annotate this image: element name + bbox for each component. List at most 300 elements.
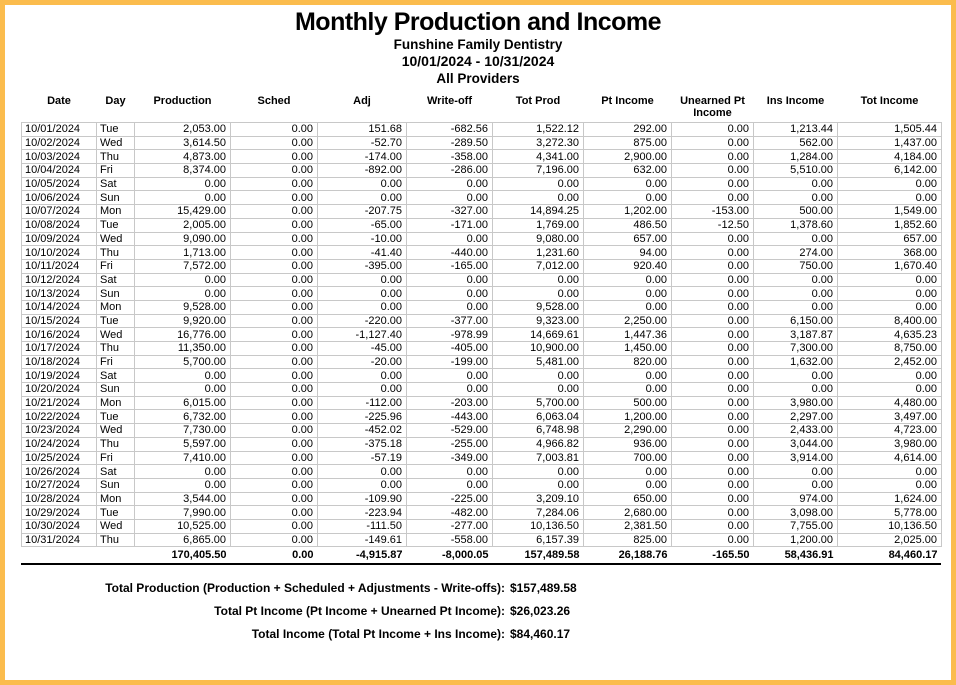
cell: 0.00 [672,287,754,301]
totals-cell: 170,405.50 [171,549,227,562]
cell: 2,250.00 [584,314,672,328]
cell: -558.00 [407,533,493,547]
cell: 0.00 [493,177,584,191]
cell: 0.00 [493,465,584,479]
cell: 1,549.00 [838,205,942,219]
cell: 3,044.00 [754,437,838,451]
column-header-production: Production [153,95,212,107]
cell: 8,750.00 [838,342,942,356]
cell: Mon [97,300,135,314]
cell: 0.00 [672,191,754,205]
table-row [22,355,942,369]
cell: 10/12/2024 [22,273,97,287]
cell: -149.61 [318,533,407,547]
cell: 10/18/2024 [22,355,97,369]
cell: Thu [97,437,135,451]
column-header-tot-income: Tot Income [860,95,919,107]
cell: Wed [97,232,135,246]
cell: -207.75 [318,205,407,219]
column-header-day: Day [105,95,126,107]
cell: 0.00 [135,191,231,205]
cell: Tue [97,506,135,520]
cell: 0.00 [231,451,318,465]
cell: -112.00 [318,396,407,410]
cell: 10/29/2024 [22,506,97,520]
cell: 2,297.00 [754,410,838,424]
cell: 0.00 [231,123,318,137]
cell: 0.00 [672,246,754,260]
table-row [22,451,942,465]
cell: Thu [97,150,135,164]
cell: 10/19/2024 [22,369,97,383]
providers-label: All Providers [436,71,520,86]
cell: Sat [97,369,135,383]
cell: 0.00 [231,355,318,369]
cell: 10/06/2024 [22,191,97,205]
cell: Wed [97,519,135,533]
cell: 7,003.81 [493,451,584,465]
practice-name: Funshine Family Dentistry [393,37,563,52]
cell: -12.50 [672,218,754,232]
cell: 4,873.00 [135,150,231,164]
cell: 1,378.60 [754,218,838,232]
totals-row [22,547,942,563]
totals-cell: -165.50 [712,549,750,562]
cell: 10/31/2024 [22,533,97,547]
cell: 10/05/2024 [22,177,97,191]
cell: -171.00 [407,218,493,232]
table-row [22,123,942,137]
cell: 0.00 [672,451,754,465]
column-header-pt-income: Pt Income [601,95,654,107]
cell: 10/16/2024 [22,328,97,342]
table-row [22,164,942,178]
cell: -57.19 [318,451,407,465]
cell: 3,914.00 [754,451,838,465]
cell: 0.00 [231,342,318,356]
cell: 0.00 [407,191,493,205]
cell: -349.00 [407,451,493,465]
cell: 0.00 [493,383,584,397]
cell: 0.00 [407,369,493,383]
cell: -225.00 [407,492,493,506]
cell: 632.00 [584,164,672,178]
cell: 0.00 [754,369,838,383]
table-row [22,246,942,260]
cell: 0.00 [407,273,493,287]
cell: 0.00 [135,478,231,492]
table-row [22,300,942,314]
cell: 9,080.00 [493,232,584,246]
cell: Sun [97,383,135,397]
cell: -452.02 [318,424,407,438]
cell: 10,900.00 [493,342,584,356]
table-row [22,259,942,273]
summary-section [5,580,951,642]
cell: 0.00 [584,478,672,492]
cell: 0.00 [754,232,838,246]
cell: 10/14/2024 [22,300,97,314]
cell: 1,437.00 [838,136,942,150]
cell: 0.00 [672,355,754,369]
cell: 0.00 [672,424,754,438]
cell: 0.00 [838,478,942,492]
cell: 825.00 [584,533,672,547]
cell: 0.00 [231,150,318,164]
cell: 0.00 [838,465,942,479]
cell: -10.00 [318,232,407,246]
cell: 1,713.00 [135,246,231,260]
cell: 10/27/2024 [22,478,97,492]
cell: 0.00 [754,191,838,205]
cell: 5,700.00 [493,396,584,410]
cell: 2,433.00 [754,424,838,438]
table-row [22,342,942,356]
cell: 151.68 [318,123,407,137]
cell: 1,231.60 [493,246,584,260]
cell: 0.00 [672,164,754,178]
cell: 6,015.00 [135,396,231,410]
cell: 10/28/2024 [22,492,97,506]
cell: 1,632.00 [754,355,838,369]
cell: -978.99 [407,328,493,342]
table-row [22,218,942,232]
cell: 0.00 [754,287,838,301]
totals-cell: 26,188.76 [618,549,668,562]
cell: 650.00 [584,492,672,506]
cell: 6,865.00 [135,533,231,547]
cell: 657.00 [584,232,672,246]
cell: 6,732.00 [135,410,231,424]
cell: 700.00 [584,451,672,465]
cell: 9,323.00 [493,314,584,328]
cell: 0.00 [754,383,838,397]
cell: 0.00 [672,177,754,191]
cell: 0.00 [231,218,318,232]
cell: 3,980.00 [754,396,838,410]
cell: 0.00 [493,369,584,383]
cell: 7,730.00 [135,424,231,438]
cell: -255.00 [407,437,493,451]
cell: 0.00 [318,383,407,397]
cell: 0.00 [231,383,318,397]
cell: 0.00 [672,259,754,273]
table-row [22,519,942,533]
cell: 0.00 [672,506,754,520]
cell: 0.00 [318,273,407,287]
cell: 0.00 [672,492,754,506]
cell: 0.00 [754,478,838,492]
cell: 0.00 [754,273,838,287]
cell: 4,614.00 [838,451,942,465]
cell: 0.00 [584,300,672,314]
cell: 0.00 [318,177,407,191]
cell: 3,209.10 [493,492,584,506]
cell: 0.00 [231,314,318,328]
cell: Thu [97,246,135,260]
cell: 0.00 [838,177,942,191]
cell: 0.00 [231,300,318,314]
cell: 4,480.00 [838,396,942,410]
cell: 2,680.00 [584,506,672,520]
cell: 3,098.00 [754,506,838,520]
cell: 0.00 [838,369,942,383]
cell: 3,980.00 [838,437,942,451]
cell: 10/21/2024 [22,396,97,410]
column-header-tot-prod: Tot Prod [515,95,561,107]
cell: 0.00 [318,478,407,492]
cell: Thu [97,533,135,547]
table-row [22,410,942,424]
totals-divider [21,563,941,565]
cell: 0.00 [493,191,584,205]
cell: -289.50 [407,136,493,150]
cell: 0.00 [135,273,231,287]
column-header-row [22,96,942,123]
cell: 562.00 [754,136,838,150]
cell: -165.00 [407,259,493,273]
table-row [22,465,942,479]
cell: 15,429.00 [135,205,231,219]
cell: 0.00 [318,369,407,383]
cell: 6,150.00 [754,314,838,328]
cell: 9,090.00 [135,232,231,246]
cell: -892.00 [318,164,407,178]
column-header-write-off: Write-off [426,95,472,107]
cell: 0.00 [838,273,942,287]
table-row [22,396,942,410]
cell: 10,136.50 [493,519,584,533]
cell: 0.00 [672,519,754,533]
table-row [22,232,942,246]
table-row [22,273,942,287]
cell: 3,614.50 [135,136,231,150]
cell: 0.00 [672,465,754,479]
cell: 750.00 [754,259,838,273]
totals-cell [22,547,97,563]
cell: Tue [97,218,135,232]
cell: 0.00 [231,191,318,205]
cell: 274.00 [754,246,838,260]
cell: 14,669.61 [493,328,584,342]
cell: 0.00 [754,300,838,314]
cell: 0.00 [493,478,584,492]
table-row [22,492,942,506]
cell: 7,196.00 [493,164,584,178]
cell: 0.00 [231,424,318,438]
cell: 10/08/2024 [22,218,97,232]
cell: 0.00 [493,287,584,301]
cell: -45.00 [318,342,407,356]
cell: 10/25/2024 [22,451,97,465]
cell: 0.00 [672,396,754,410]
cell: 1,522.12 [493,123,584,137]
cell: 7,410.00 [135,451,231,465]
cell: 0.00 [672,533,754,547]
cell: 500.00 [754,205,838,219]
cell: Fri [97,259,135,273]
cell: 6,748.98 [493,424,584,438]
cell: -277.00 [407,519,493,533]
cell: 486.50 [584,218,672,232]
cell: 0.00 [672,383,754,397]
summary-value: $84,460.17 [510,627,571,642]
cell: 8,400.00 [838,314,942,328]
cell: 0.00 [493,273,584,287]
cell: 0.00 [231,519,318,533]
cell: Sun [97,478,135,492]
totals-cell: -8,000.05 [442,549,489,562]
cell: 0.00 [672,150,754,164]
cell: 0.00 [231,232,318,246]
cell: 10/17/2024 [22,342,97,356]
cell: 1,200.00 [754,533,838,547]
cell: 920.40 [584,259,672,273]
cell: 368.00 [838,246,942,260]
cell: 10,525.00 [135,519,231,533]
cell: 5,700.00 [135,355,231,369]
column-header-date: Date [47,95,71,107]
totals-cell: 58,436.91 [784,549,834,562]
table-row [22,533,942,547]
cell: 0.00 [231,369,318,383]
cell: Fri [97,355,135,369]
cell: 0.00 [584,383,672,397]
cell: Wed [97,424,135,438]
cell: -225.96 [318,410,407,424]
cell: 0.00 [838,287,942,301]
cell: 2,290.00 [584,424,672,438]
cell: 10/07/2024 [22,205,97,219]
cell: 0.00 [318,300,407,314]
cell: 7,572.00 [135,259,231,273]
cell: 657.00 [838,232,942,246]
cell: 5,481.00 [493,355,584,369]
table-row [22,478,942,492]
cell: 10/10/2024 [22,246,97,260]
table-row [22,383,942,397]
cell: -375.18 [318,437,407,451]
cell: 0.00 [135,369,231,383]
cell: 1,505.44 [838,123,942,137]
cell: 1,852.60 [838,218,942,232]
cell: -529.00 [407,424,493,438]
cell: 9,528.00 [135,300,231,314]
cell: 0.00 [672,300,754,314]
cell: 3,187.87 [754,328,838,342]
cell: 10,136.50 [838,519,942,533]
cell: 0.00 [407,232,493,246]
cell: 0.00 [672,136,754,150]
cell: 875.00 [584,136,672,150]
summary-label: Total Production (Production + Scheduled + Adjustments - Write-offs): [105,581,505,596]
totals-cell: 157,489.58 [524,549,580,562]
cell: 10/23/2024 [22,424,97,438]
cell: Mon [97,205,135,219]
cell: 0.00 [407,300,493,314]
cell: 0.00 [407,478,493,492]
cell: 0.00 [231,328,318,342]
production-income-table [21,96,942,562]
cell: -20.00 [318,355,407,369]
cell: 0.00 [754,177,838,191]
cell: 0.00 [754,465,838,479]
cell: 2,381.50 [584,519,672,533]
cell: 0.00 [318,191,407,205]
cell: -395.00 [318,259,407,273]
cell: Wed [97,328,135,342]
cell: 0.00 [231,492,318,506]
cell: 10/09/2024 [22,232,97,246]
cell: 0.00 [231,246,318,260]
column-header-sched: Sched [257,95,291,107]
cell: -52.70 [318,136,407,150]
cell: 0.00 [135,465,231,479]
cell: 3,544.00 [135,492,231,506]
cell: 0.00 [584,177,672,191]
cell: 0.00 [231,287,318,301]
cell: 0.00 [672,328,754,342]
cell: 10/26/2024 [22,465,97,479]
cell: 1,284.00 [754,150,838,164]
table-row [22,506,942,520]
summary-label: Total Pt Income (Pt Income + Unearned Pt Income): [214,604,505,619]
cell: 0.00 [318,465,407,479]
cell: -223.94 [318,506,407,520]
cell: 820.00 [584,355,672,369]
cell: 0.00 [231,465,318,479]
cell: Mon [97,396,135,410]
cell: Fri [97,164,135,178]
cell: 2,025.00 [838,533,942,547]
cell: -109.90 [318,492,407,506]
cell: 14,894.25 [493,205,584,219]
cell: 0.00 [584,369,672,383]
cell: Tue [97,314,135,328]
cell: 0.00 [672,410,754,424]
cell: -65.00 [318,218,407,232]
cell: -111.50 [318,519,407,533]
cell: 0.00 [231,506,318,520]
cell: 1,213.44 [754,123,838,137]
cell: 10/22/2024 [22,410,97,424]
cell: Sun [97,191,135,205]
cell: Tue [97,123,135,137]
cell: -174.00 [318,150,407,164]
cell: 4,341.00 [493,150,584,164]
cell: 6,063.04 [493,410,584,424]
cell: -358.00 [407,150,493,164]
cell: 0.00 [231,273,318,287]
cell: -1,127.40 [318,328,407,342]
cell: 7,990.00 [135,506,231,520]
column-header-adj: Adj [353,95,371,107]
table-row [22,424,942,438]
cell: Sat [97,465,135,479]
table-row [22,369,942,383]
cell: 936.00 [584,437,672,451]
cell: 0.00 [407,465,493,479]
report-title: Monthly Production and Income [294,8,662,36]
cell: 10/15/2024 [22,314,97,328]
cell: 0.00 [231,478,318,492]
cell: 0.00 [318,287,407,301]
cell: 0.00 [231,410,318,424]
table-row [22,177,942,191]
cell: 16,776.00 [135,328,231,342]
cell: 0.00 [838,383,942,397]
cell: 0.00 [135,287,231,301]
